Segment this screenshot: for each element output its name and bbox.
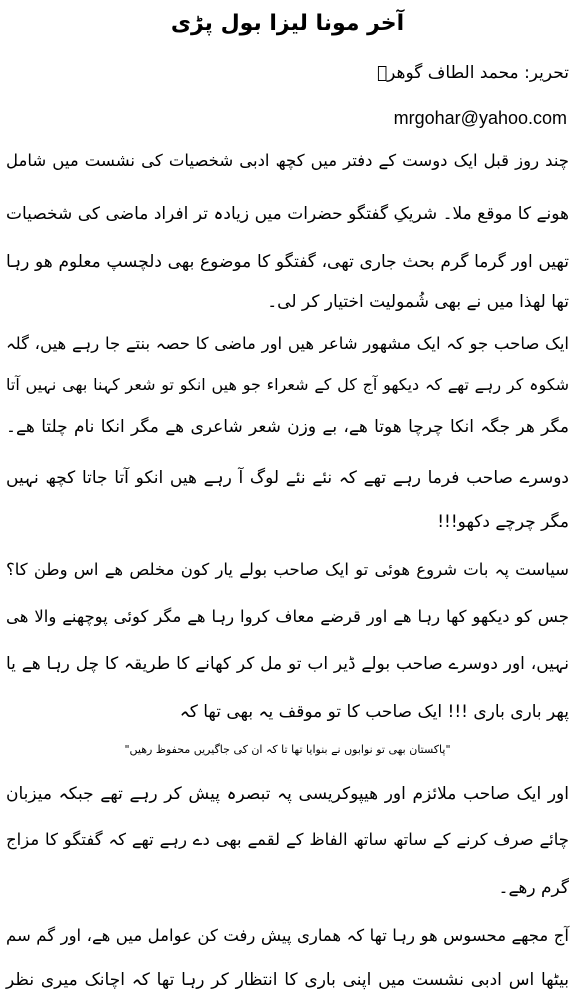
body-line: چند روز قبل ایک دوست کے دفتر میں کچھ ادبی شخصیات کی نشست میں شامل (6, 151, 569, 170)
body-line: گرم رھے۔ (498, 878, 569, 898)
author-email: mrgohar@yahoo.com (393, 108, 567, 128)
body-line: بیٹھا اس ادبی نشست میں اپنی باری کا انتظار کر رہا تھا کہ اچانک میری نظر (6, 970, 569, 990)
body-line: مگر ھر جگہ انکا چرچا ھوتا ھے، بے وزن شعر شاعری ھے مگر انکا نام چلتا ھے۔ (6, 417, 569, 437)
body-line: دوسرے صاحب فرما رہے تھے کہ نئے نئے لوگ آ رہے ھیں انکو آتا جاتا کچھ نہیں (6, 468, 569, 488)
article-title: آخر مونا لیزا بول پڑی (170, 11, 405, 36)
author-byline: تحریر: محمد الطاف گوھرؔ (376, 63, 569, 83)
body-line: ایک صاحب جو کہ ایک مشھور شاعر ھیں اور ماضی کا حصہ بنتے جا رہے ھیں، گلہ (6, 334, 569, 353)
body-line: نہیں، اور دوسرے صاحب بولے ڈیر اب تو مل کر کھانے کا طریقہ کا چل رہا ھے یا (6, 654, 569, 674)
body-line: جس کو دیکھو کھا رہا ھے اور قرضے معاف کروا رہا ھے مگر کوئی پوچھنے والا ھی (6, 607, 569, 626)
body-line: تھا لھذا میں نے بھی شُمولیت اختیار کر لی۔ (267, 292, 569, 312)
body-line: مگر چرچے دکھو!!! (437, 512, 569, 532)
body-line: چائے صرف کرنے کے ساتھ ساتھ الفاظ کے لقمے بھی دے رہے تھے کہ گفتگو کا مزاج (6, 830, 569, 849)
body-line: سیاست پہ بات شروع ھوئی تو ایک صاحب بولے یار کون مخلص ھے اس وطن کا؟ (6, 560, 569, 579)
body-line: اور ایک صاحب ملائزم اور ھیپوکریسی پہ تبصرہ پیش کر رہے تھے جبکہ میزبان (6, 784, 569, 804)
body-line-quote: "پاکستان بھی تو نوابوں نے بنوایا تھا تا کہ ان کی جاگیریں محفوظ رھیں" (124, 743, 451, 756)
body-line: پھر باری باری !!! ایک صاحب کا تو موقف یہ بھی تھا کہ (179, 702, 569, 722)
body-line: آج مجھے محسوس ھو رہا تھا کہ ھماری پیش رفت کن عوامل میں ھے، اور گم سم (6, 926, 569, 945)
body-line: ھونے کا موقع ملا۔ شریکِ گفتگو حضرات میں زیادہ تر افراد ماضی کی شخصیات (6, 204, 569, 224)
body-line: شکوہ کر رہے تھے کہ دیکھو آج کل کے شعراء جو ھیں انکو تو شعر کہنا بھی نہیں آتا (6, 375, 569, 394)
body-line: تھیں اور گرما گرم بحث جاری تھی، گفتگو کا موضوع بھی دلچسپ معلوم ھو رہا (6, 252, 569, 272)
